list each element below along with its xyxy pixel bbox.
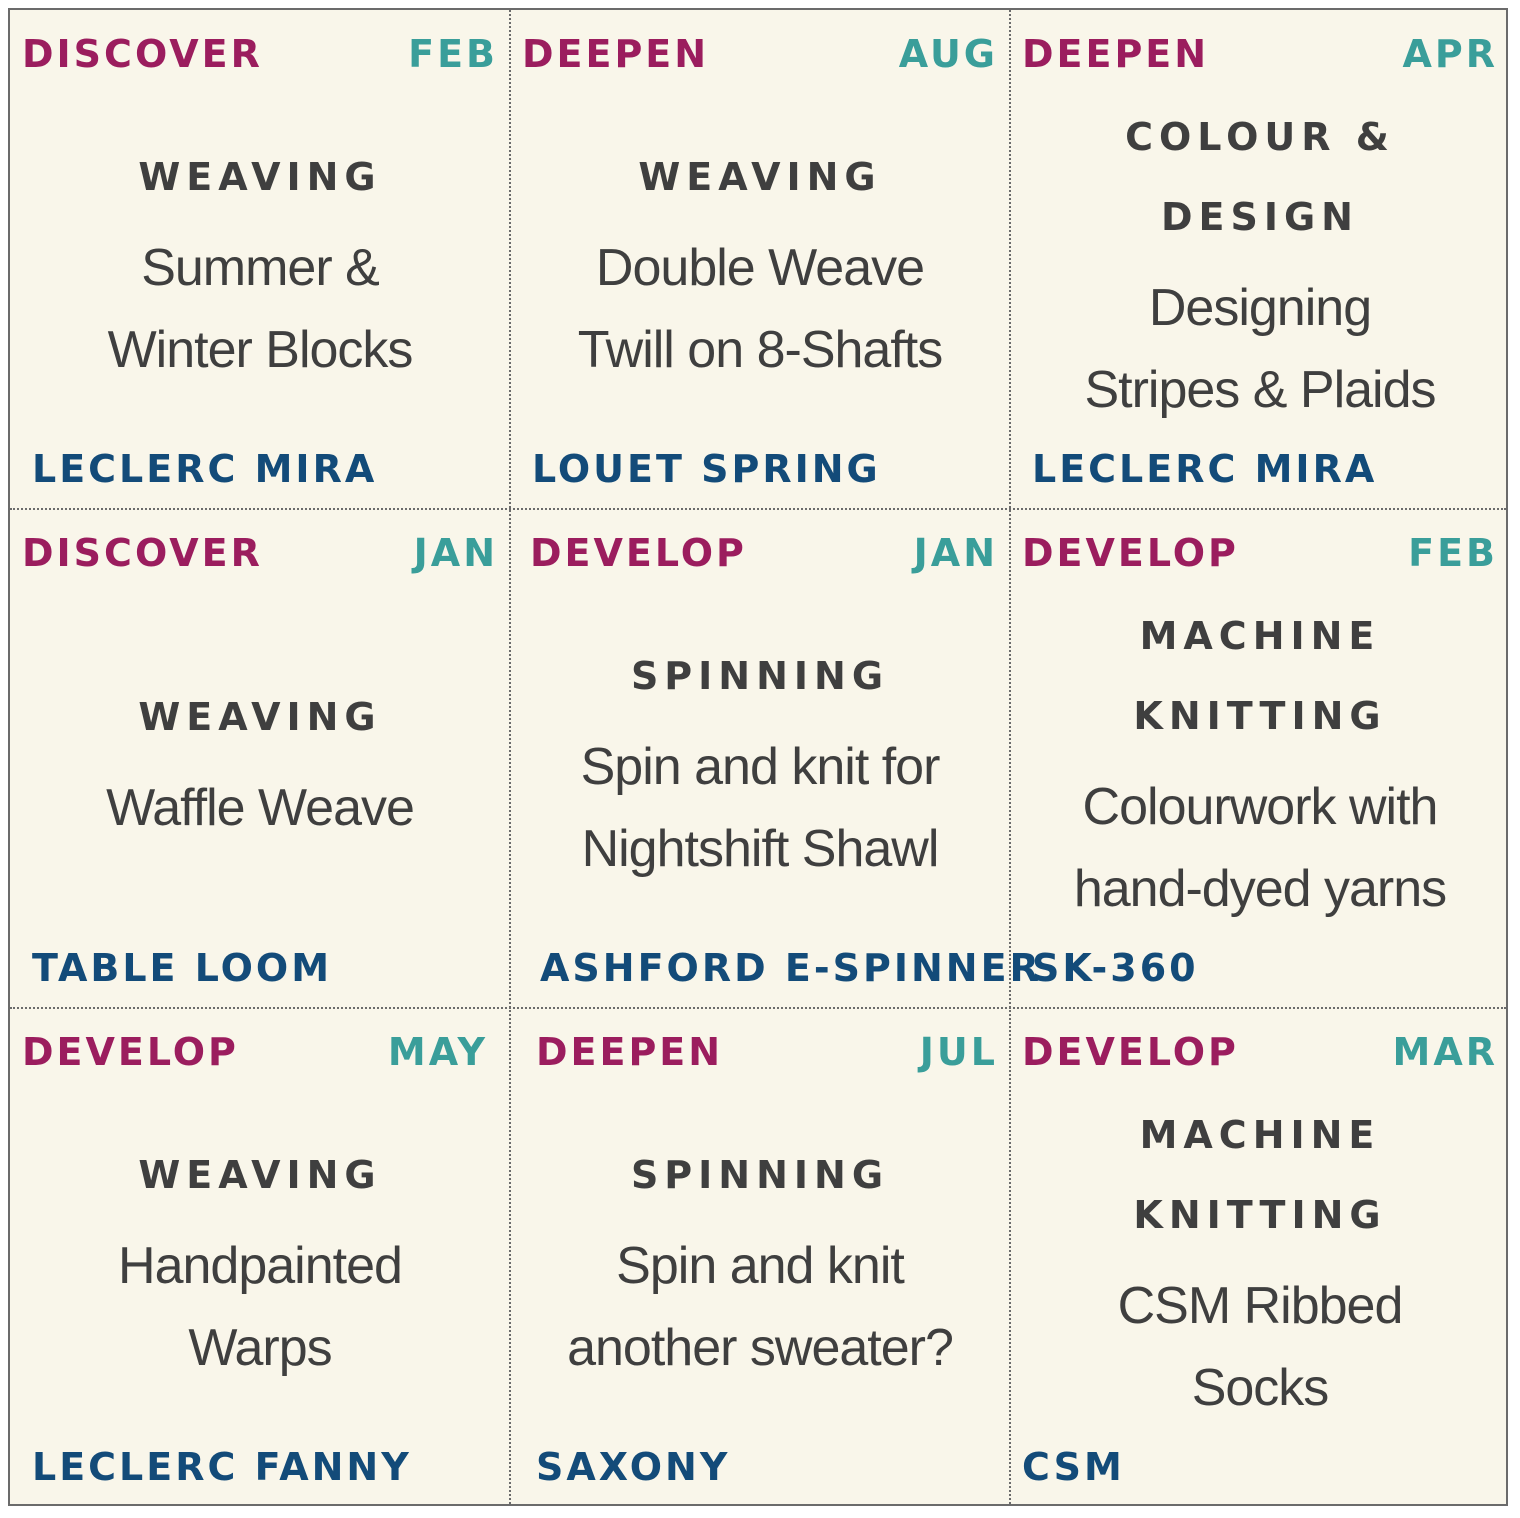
category-label: COLOUR & DESIGN	[1125, 114, 1395, 239]
category-label: SPINNING	[630, 653, 890, 698]
workshop-card[interactable]	[1010, 509, 1510, 1008]
column-divider	[509, 10, 511, 1504]
level-label: DISCOVER	[22, 32, 263, 76]
month-label: APR	[1402, 32, 1498, 76]
level-label: DEVELOP	[530, 531, 747, 575]
workshop-title-line: hand-dyed yarns	[1073, 859, 1447, 918]
equipment-label: CSM	[1022, 1445, 1125, 1489]
category-label: WEAVING	[138, 1152, 382, 1197]
workshop-title-line: Spin and knit	[616, 1236, 904, 1295]
workshop-title-line: Colourwork with	[1082, 777, 1438, 836]
workshop-card[interactable]	[510, 10, 1010, 509]
workshop-title-line: Socks	[1191, 1358, 1329, 1417]
level-label: DEEPEN	[536, 1030, 724, 1074]
level-label: DISCOVER	[22, 531, 263, 575]
workshop-title-line: Nightshift Shawl	[581, 819, 939, 878]
equipment-label: SAXONY	[536, 1445, 731, 1489]
equipment-label: LECLERC FANNY	[32, 1445, 412, 1489]
equipment-label: LECLERC MIRA	[32, 447, 378, 491]
equipment-label: ASHFORD E-SPINNER	[540, 946, 1042, 990]
workshop-title-line: Waffle Weave	[106, 778, 414, 837]
level-label: DEEPEN	[522, 32, 710, 76]
month-label: JAN	[413, 531, 498, 575]
equipment-label: LECLERC MIRA	[1032, 447, 1378, 491]
workshop-card[interactable]	[10, 1008, 510, 1507]
month-label: MAY	[387, 1030, 488, 1074]
month-label: FEB	[1408, 531, 1498, 575]
workshop-title-line: Warps	[188, 1318, 332, 1377]
equipment-label: TABLE LOOM	[32, 946, 333, 990]
workshop-title-line: CSM Ribbed	[1117, 1276, 1403, 1335]
month-label: FEB	[408, 32, 498, 76]
column-divider	[1009, 10, 1011, 1504]
workshop-title-line: Stripes & Plaids	[1084, 360, 1436, 419]
workshop-title-line: Spin and knit for	[580, 737, 940, 796]
row-divider	[10, 508, 1506, 510]
workshop-title-line: Winter Blocks	[107, 320, 413, 379]
workshop-title-line: Twill on 8-Shafts	[577, 320, 943, 379]
workshop-title-line: Summer &	[141, 238, 379, 297]
month-label: JAN	[913, 531, 998, 575]
level-label: DEVELOP	[22, 1030, 239, 1074]
level-label: DEVELOP	[1022, 1030, 1239, 1074]
workshop-card[interactable]	[1010, 10, 1510, 509]
level-label: DEEPEN	[1022, 32, 1210, 76]
workshop-card[interactable]	[10, 509, 510, 1008]
workshop-title-line: Double Weave	[595, 238, 925, 297]
workshop-title-line: Designing	[1148, 278, 1372, 337]
workshop-card[interactable]	[510, 1008, 1010, 1507]
month-label: AUG	[898, 32, 998, 76]
category-label: WEAVING	[138, 154, 382, 199]
workshop-title-line: Handpainted	[118, 1236, 402, 1295]
category-label: MACHINE KNITTING	[1133, 613, 1387, 738]
equipment-label: SK-360	[1032, 946, 1199, 990]
workshop-card[interactable]	[510, 509, 1042, 1008]
category-label: SPINNING	[630, 1152, 890, 1197]
workshop-title-line: another sweater?	[567, 1318, 953, 1377]
category-label: MACHINE KNITTING	[1133, 1112, 1387, 1237]
category-label: WEAVING	[138, 694, 382, 739]
month-label: JUL	[919, 1030, 998, 1074]
month-label: MAR	[1392, 1030, 1498, 1074]
level-label: DEVELOP	[1022, 531, 1239, 575]
workshop-card[interactable]	[10, 10, 510, 509]
row-divider	[10, 1007, 1506, 1009]
category-label: WEAVING	[638, 154, 882, 199]
workshop-grid	[8, 8, 1508, 1506]
equipment-label: LOUET SPRING	[532, 447, 881, 491]
workshop-card[interactable]	[1010, 1008, 1510, 1507]
